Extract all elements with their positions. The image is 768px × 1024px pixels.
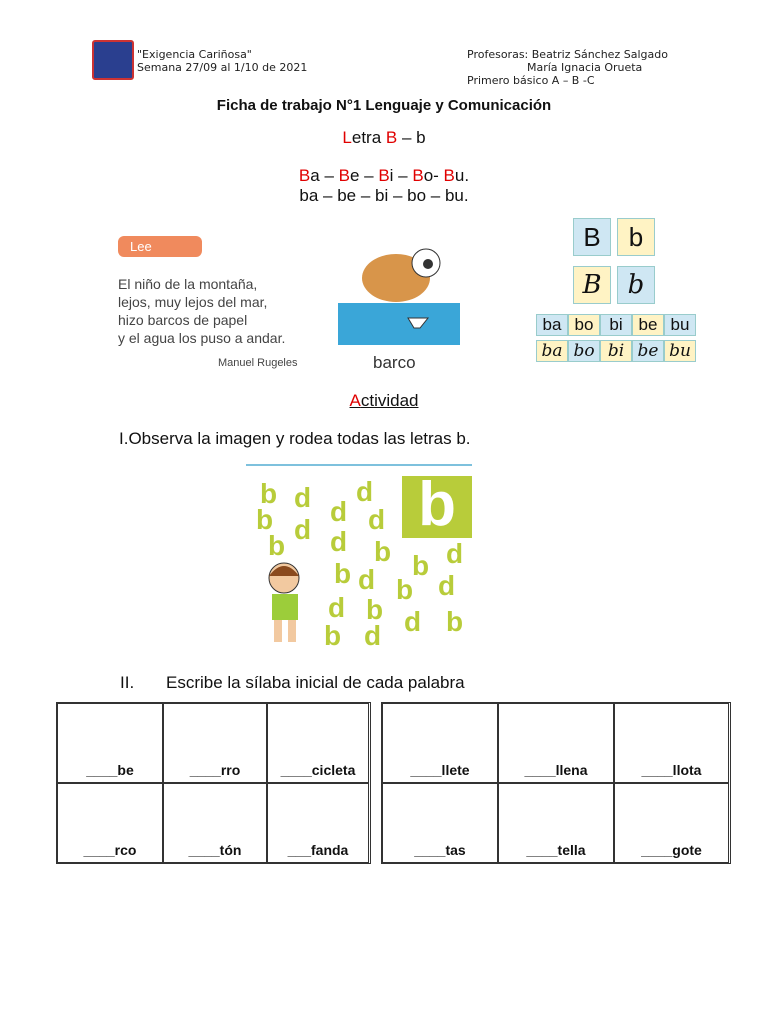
- lee-tag: Lee: [118, 236, 202, 257]
- table-cell: ____rco: [57, 783, 163, 863]
- word-table-left: [56, 702, 371, 864]
- instruction-2-number: II.: [120, 673, 135, 692]
- school-logo: [92, 40, 134, 80]
- dog-boat-illustration: [338, 233, 460, 345]
- syllables-upper: Ba – Be – Bi – Bo- Bu.: [298, 166, 470, 185]
- table-cell: ___fanda: [267, 783, 369, 863]
- grade-text: Primero básico A – B -C: [467, 74, 595, 87]
- letters-illustration: b b d d d b d d b d b b d b d b d d b b d d b: [246, 458, 474, 648]
- instruction-2: Escribe la sílaba inicial de cada palabra: [166, 673, 465, 692]
- week-text: Semana 27/09 al 1/10 de 2021: [137, 61, 308, 74]
- table-cell: ____tella: [498, 783, 614, 863]
- syllables-lower: ba – be – bi – bo – bu.: [299, 186, 469, 205]
- print-tiles: B b: [573, 218, 655, 256]
- table-cell: ____llota: [614, 703, 729, 783]
- word-table-right: [381, 702, 731, 864]
- teachers-text: Profesoras: Beatriz Sánchez Salgado: [467, 48, 668, 61]
- table-cell: ____tón: [163, 783, 267, 863]
- table-cell: ____gote: [614, 783, 729, 863]
- poem-author: Manuel Rugeles: [218, 357, 298, 369]
- table-cell: ____rro: [163, 703, 267, 783]
- syllable-tiles-row1: ba bo bi be bu: [536, 314, 696, 336]
- page-title: Ficha de trabajo N°1 Lenguaje y Comunicación: [216, 97, 552, 114]
- table-cell: ____llete: [382, 703, 498, 783]
- table-cell: ____cicleta: [267, 703, 369, 783]
- barco-label: barco: [373, 353, 416, 372]
- syllable-tiles-row2: ba bo bi be bu: [536, 340, 696, 362]
- actividad-heading: Actividad: [349, 391, 419, 410]
- instruction-1: I.Observa la imagen y rodea todas las letras b.: [119, 429, 471, 448]
- girl-illustration: [250, 558, 320, 644]
- school-motto: "Exigencia Cariñosa": [137, 48, 252, 61]
- table-cell: ____llena: [498, 703, 614, 783]
- header-left: [137, 48, 307, 74]
- teacher2-text: María Ignacia Orueta: [527, 61, 643, 74]
- poem: El niño de la montaña, lejos, muy lejos del mar, hizo barcos de papel y el agua los puso a andar.: [118, 276, 286, 346]
- table-cell: ____tas: [382, 783, 498, 863]
- table-cell: ____be: [57, 703, 163, 783]
- cursive-tiles: B b: [573, 266, 655, 304]
- header-right: [467, 48, 668, 87]
- letter-title: Letra B – b: [342, 128, 426, 147]
